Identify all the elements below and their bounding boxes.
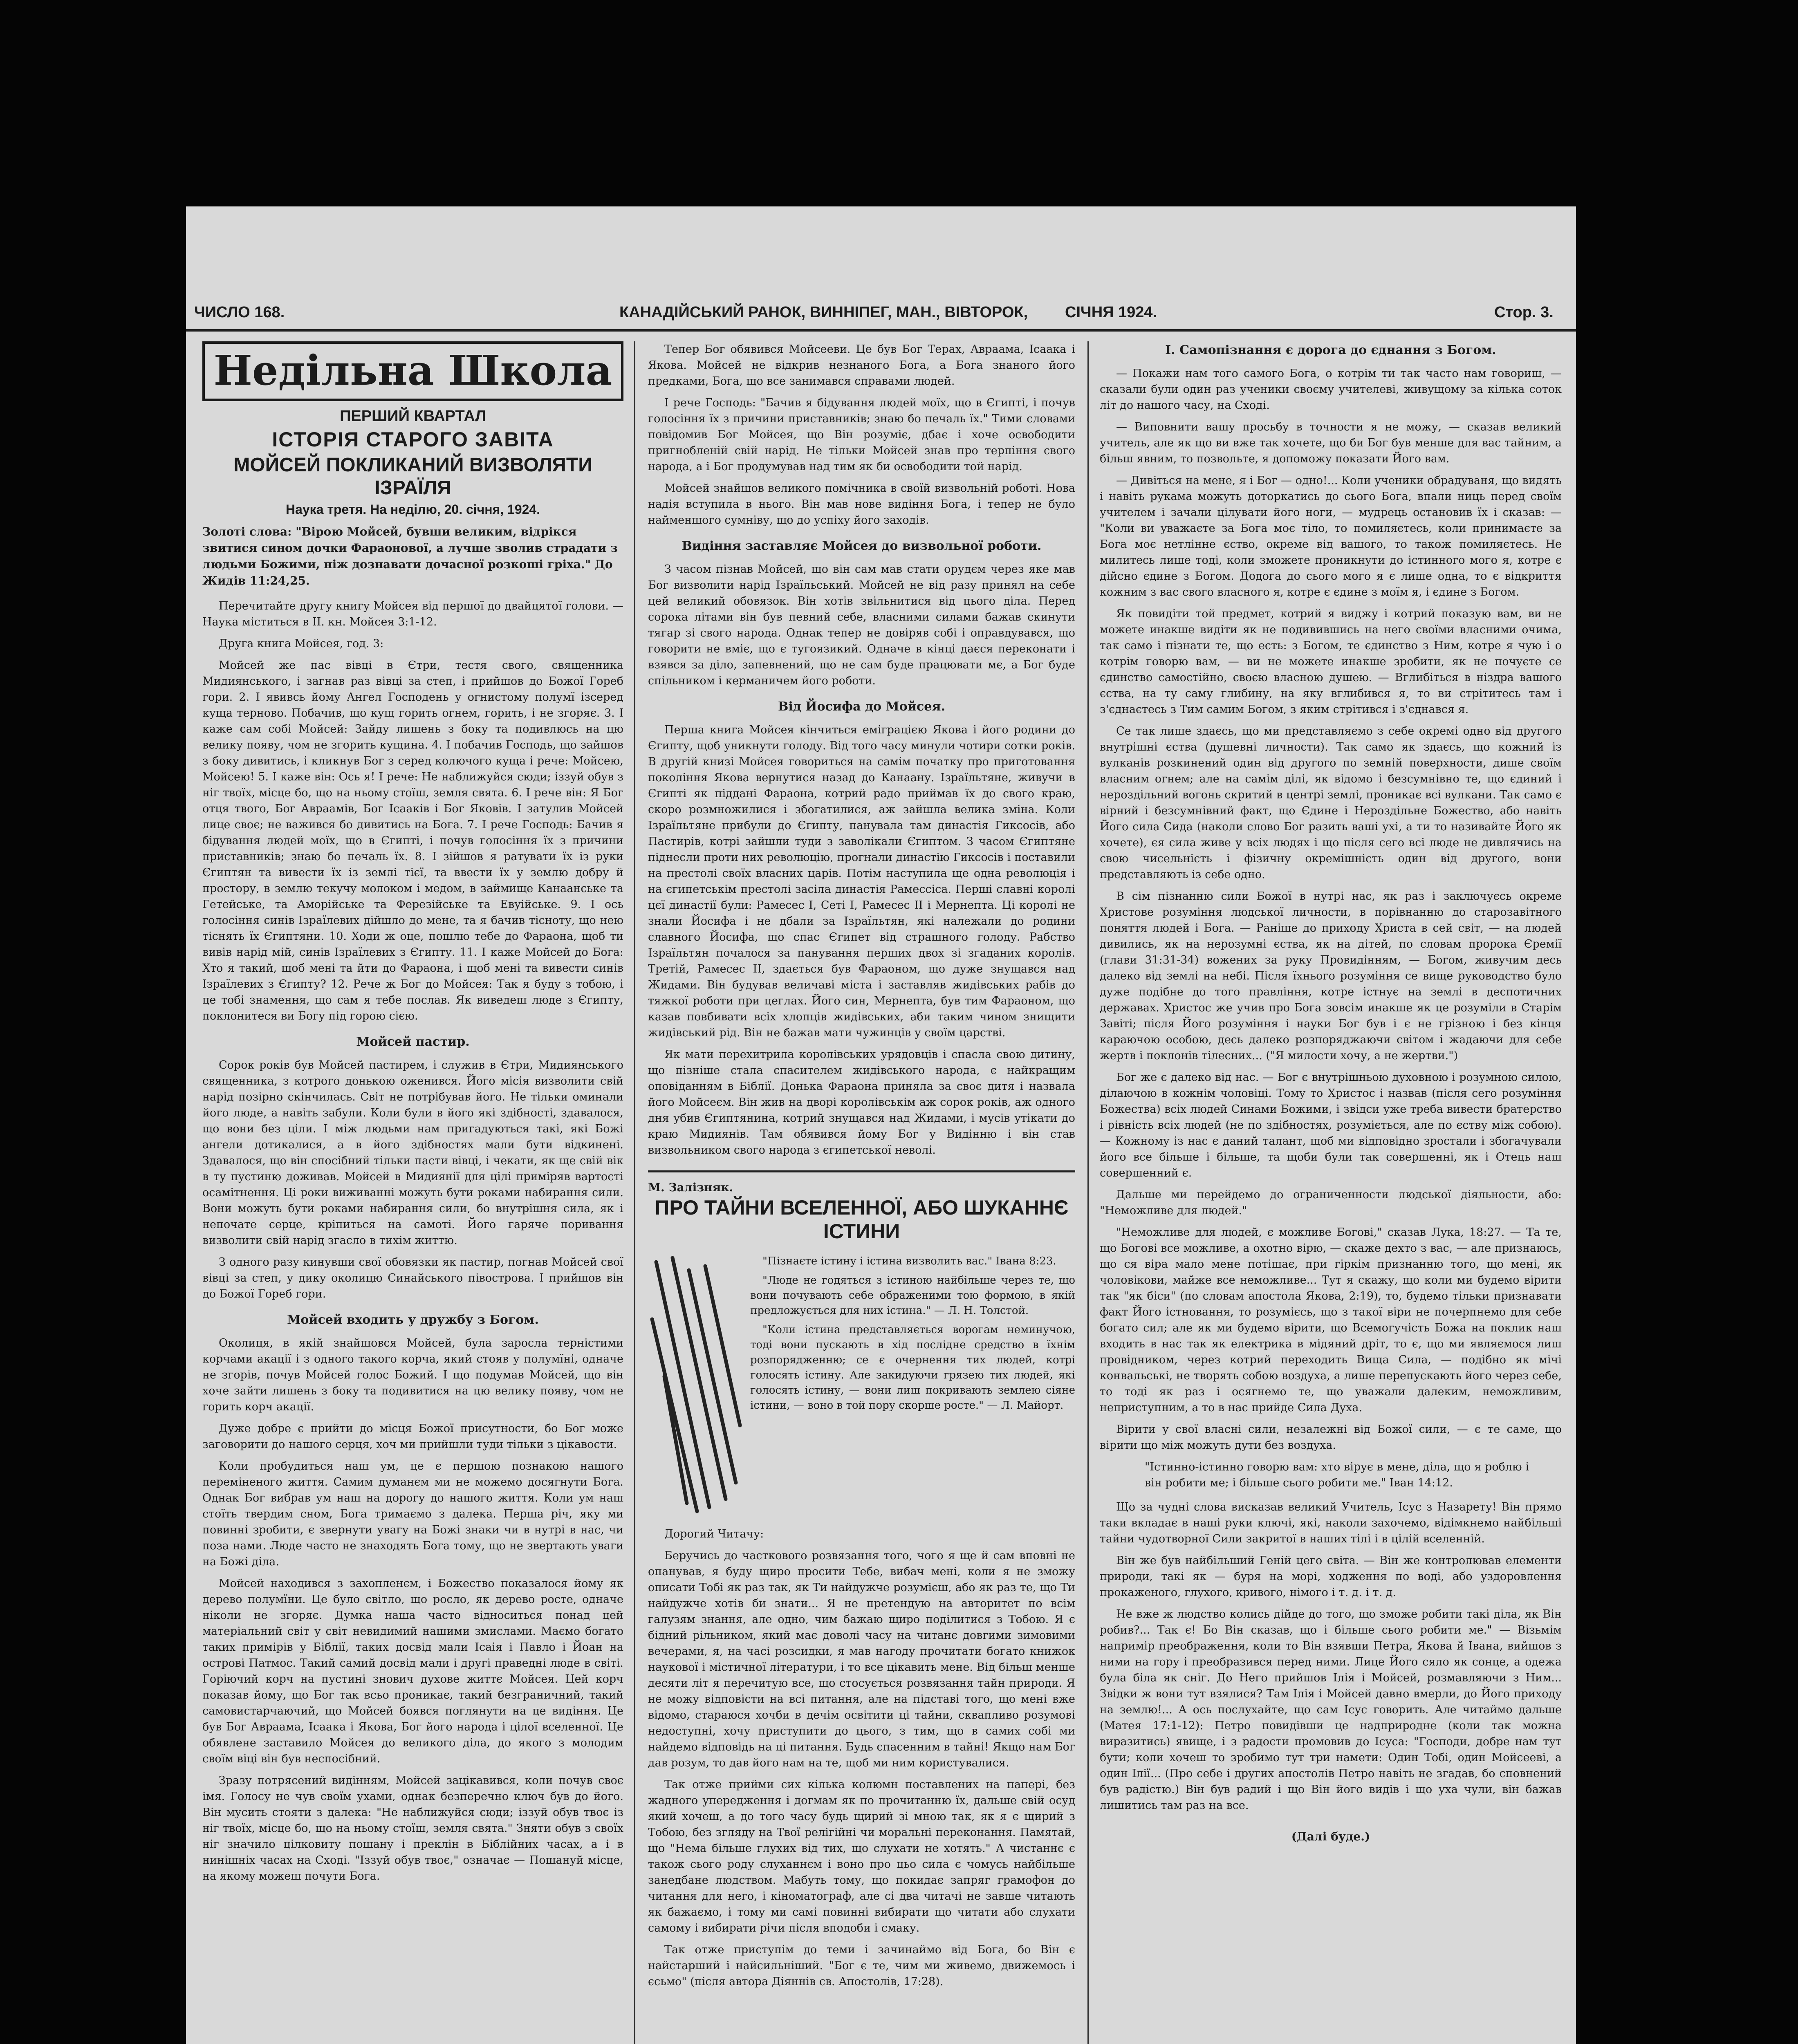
paragraph: Він же був найбільший Геній цего світа. — Він же контролював елементи природи, такі як — буря на морі, ходження по воді, або уздоровлення прокаженого, глухого, кривого, німого і т. д. і т. д.	[1100, 1554, 1562, 1599]
series-heading: ІСТОРІЯ СТАРОГО ЗАВІТА	[272, 428, 554, 451]
paragraph: Друга книга Мойсея, год. 3:	[219, 637, 384, 650]
paragraph: Околиця, в якій знайшовся Мойсей, була заросла терністими корчами акації і з одного такого корча, який стояв у полумїні, одначе не згорів, почув Мойсей голос Божий. І що подумав Мойсей, що він хоче зайти лишень з боку та подивитися на цю велику появу, чом не горить корч акації.	[202, 1337, 623, 1413]
paragraph: З одного разу кинувши свої обовязки як пастир, погнав Мойсей свої вівці за степ, у дику околицю Синайського півострова. І прийшов він до Божої Гореб гори.	[202, 1256, 623, 1300]
issue-number: ЧИСЛО 168.	[194, 304, 285, 321]
epigraph: "Люде не годяться з істиною найбільше через те, що вони почувають себе ображеними тою формою, в якій предложується для них істина." — Л. Н. Толстой.	[750, 1274, 1075, 1317]
paragraph: Зразу потрясений видінням, Мойсей зацікавився, коли почув своє імя. Голосу не чув своїм ухами, однак безперечно ключ був до його. Він мусить стояти з далека: "Не наближуйся сюди; іззуй обув твоє із ніг твоїх, місце бо, що на ньому стоїш, земля свята." Зняти обув з своїх ніг значило цілковиту пошану і преклін в Біблійних часах, а і в нинішніх часах на Сході. "Іззуй обув твоє," означає — Пошануй місце, на якому можеш почути Бога.	[202, 1774, 623, 1883]
paragraph: І рече Господь: "Бачив я бідування людей моїх, що в Єгипті, і почув голосіння їх з причини приставників; знаю бо печаль їх." Тими словами повідомив Бог Мойсея, що Він розуміє, дбає і хоче освободити пригнобленій свій нарід. Не тільки Мойсей знав про терпіння свого народа, а і Бог продумував над тим як би освободити той нарід.	[648, 397, 1075, 473]
epigraph: "Коли істина представляється ворогам неминучою, тоді вони пускають в хід послідне средство в їхнім розпорядженню; се є очернення тих людей, котрі голосять істину. Але закидуючи грязею тих людей, які голосять істину, — вони лиш покривають землею сіяне істини, — воно в той пору скорше росте." — Л. Майорт.	[750, 1324, 1075, 1412]
paragraph: Перша книга Мойсея кінчиться еміграцією Якова і його родини до Єгипту, щоб уникнути голоду. Від того часу минули чотири сотки років. В другій книзі Мойсея говориться на самім початку про приготовання покоління Якова вернутися назад до Канаану. Ізраїльтяне, живучи в Єгипті як піддані Фараона, котрий радо приймав їх до свого краю, скоро розмножилися і збогатилися, аж зайшла велика зміна. Коли Ізраїльтяне прибули до Єгипту, панувала там династія Гиксосів, або Пастирів, котрі зайшли туди з заволікали Єгиптом. З часом Єгиптяне піднесли проти них революцію, прогнали династію Гиксосів і поставили на престолі своїх власних царів. Потім наступила ще одна революція і на єгипетськім престолі засіла династія Рамессіса. Перші славні королі цєї династії були: Рамесес I, Сеті I, Рамесес II і Мернепта. Ці королі не знали Йосифа і не дбали за Ізраїльтян, які належали до родини славного Йосифа, що спас Єгипет від страшного голоду. Рабство Ізраїльтян почалося за панування перших двох зі згаданих королів. Третій, Рамесес II, здається був Фараоном, що дуже знущався над Жидами. Він будував величаві міста і заставляв жидівських рабів до тяжкої роботи при цеглах. Його син, Мернепта, був тим Фараоном, що казав повбивати всіх хлопців жидівських, аби таким чином знищити жидівський рід. Він не бажав мати чужинців у своїм царстві.	[648, 724, 1075, 1039]
paragraph: Бог же є далеко від нас. — Бог є внутрішньою духовною і розумною силою, ділаючою в кожнім чоловіці. Тому то Христос і назвав (після сего розуміння Божества) всіх людей Синами Божими, і звідси уже треба вивести братерство і рівність всіх людей (не по здібностях, розуміється, але по єству між собою). — Кожному із нас є даний талант, щоб ми відповідно зростали і збогачували його все більше і більше, та щоби були так совершенні, як і Отець наш совершенний є.	[1100, 1071, 1562, 1179]
paragraph: В сім пізнанню сили Божої в нутрі нас, як раз і заключуєсь окреме Христове розуміння людської личности, в порівнанню до старозавітного поняття людей і Бога. — Раніше до приходу Христа в сей світ, — на людей дивились, як на нерозумні єства, як на дітей, по словам пророка Єремії (глави 31:31-34) вожених за руку Провидінням, — Богом, живучим десь далеко від землі на небі. Після їхнього розуміння се вище руководство було дуже подібне до того правління, котре істнує на землі в деспотичних державах. Христос же учив про Бога зовсім инакше як це розуміли в Старім Завіті; після Його розуміння і науки Бог був і є не грізною і без кінця караючою особою, десь далеко розпоряджаючи світом і жадаючи для себе жертв і поклонів тілесних... ("Я милости хочу, а не жертви.")	[1100, 890, 1562, 1062]
column-rule	[634, 341, 635, 2044]
paragraph: — Дивіться на мене, я і Бог — одно!... Коли ученики обрадуваня, що видять і навіть рукама можуть доторкатись до сього Бога, впали ниць перед своїм учителем і зачали цілувати його ноги, — мудрець остановив їх і сказав: — "Коли ви уважаєте за Бога моє тіло, то помиляєтесь, коли принимаєте за Бога моє нетлінне єство, окреме від вашого, то також помиляєтесь. Не милитесь лише тоді, коли зможете проникнути до істинного мого я, котре є дійсно єдине з Богом. Додога до сього мого я є лише одна, то є відкриття кожним з вас свого власного я, котре є єдине з моїм я, і єдине з Богом.	[1100, 474, 1562, 598]
paragraph: Се так лише здаєсь, що ми представляємо з себе окремі одно від другого внутрішні єства (душевні личности). Так само як здаєсь, що кожний із вулканів розкинений один від другого по земній поверхности, дише своїм власним огнем; але на самім ділі, як відомо і безсумнівно те, що єдиний і нероздільний вогонь скритий в центрі землі, проникає всі вулкани. Так само є вірний і безсумнівний факт, що Єдине і Нероздільне Божество, або навіть Його сила Сида (наколи слово Бог разить ваші ухі, а ти то називайте Його як хочете), єя сила живе у всіх людях і що після сего всі люде не дивлячись на свою чисельність і фізичну окремішність один від другого, вони представляють із себе одно.	[1100, 725, 1562, 881]
paragraph: — Покажи нам того самого Бога, о котрім ти так часто нам говориш, — сказали були один раз ученики своєму учителеві, живущому за кілька соток літ до нашого часу, на Сході.	[1100, 367, 1562, 412]
masthead	[186, 296, 1576, 332]
to-be-continued: (Далі буде.)	[1291, 1830, 1370, 1843]
scripture-quote	[1145, 1459, 1529, 1491]
section-heading: I. Самопізнання є дорога до єднання з Богом.	[1165, 343, 1496, 357]
paragraph: Так отже приступім до теми і зачинаймо від Бога, бо Він є найстарший і найсильніший. "Бог є те, чим ми живемо, движемось і єсьмо" (після автора Діяннів св. Апостолів, 17:28).	[648, 1943, 1075, 1988]
epigraph-block	[648, 1254, 1075, 1515]
paragraph: Мойсей находився з захопленєм, і Божество показалося йому як дерево полумїни. Це було світло, що росло, як дерево росте, одначе ніколи не згоряє. Думка наша часто відноситься понад цей матеріальний світ у світ невидимий нашими змислами. Маємо богато таких примірів у Біблії, таких досвід мали Ісаія і Павло і Йоан на острові Патмос. Такий самий досвід мали і другі праведні люде в світі. Горіючий корч на пустині знович духове життє Мойсея. Цей корч показав йому, що Бог так всьо проникає, такий безграничний, такий самовистарчаючий, що Мойсей боявся поглянути на це видіння. Це був Бог Авраама, Ісаака і Якова, Бог його народа і цілої вселенної. Це обявлене заставило Мойсея до великого діла, до якого з молодим своїм віці він був неспосібний.	[202, 1577, 623, 1765]
paragraph: З часом пізнав Мойсей, що він сам мав стати орудєм через яке мав Бог визволити нарід Ізраїльський. Мойсей не від разу принял на себе цей великий обовязок. Він хотів звільнитися від цього діла. Перед сорока літами він був певний себе, власними силами бажав скинути тягар зі свого народа. Однак тепер не довіряв собі і оправдувався, що говорити не вміє, що є тугоязикий. Одначе в кінці даєся переконати і взявся за діло, запевнений, що не сам буде працювати мє, а Бог буде спільником і керманичем його роботи.	[648, 563, 1075, 687]
newspaper-name: КАНАДІЙСЬКИЙ РАНОК, ВИННІПЕГ, МАН., ВІВТОРОК,	[619, 304, 1028, 321]
salutation: Дорогий Читачу:	[664, 1528, 764, 1540]
sunday-school-title: Недільна Школа	[202, 341, 623, 401]
paragraph: Тепер Бог обявився Мойсееви. Це був Бог Терах, Авраама, Ісаака і Якова. Мойсей не відкрив незнаного Бога, а Бога знаного його предками, Бога, що все занимався справами людей.	[648, 343, 1075, 388]
quarter-heading: ПЕРШИЙ КВАРТАЛ	[340, 408, 486, 425]
section-heading: Від Йосифа до Мойсея.	[778, 699, 945, 714]
paragraph: Коли пробудиться наш ум, це є першою познакою нашого переміненого життя. Самим думанєм ми не можемо досягнути Бога. Однак Бог вибрав ум наш на дорогу до нашого життя. Коли ум наш стоїть твердим сном, Бога тримаємо з далека. Перша річ, яку ми повинні зробити, є звернути увагу на Божі знаки чи в нутрі в нас, чи поза нами. Люде часто не знаходять Бога тому, що не звертають уваги на Божі діла.	[202, 1460, 623, 1568]
paragraph: Як повидіти той предмет, котрий я виджу і котрий показую вам, ви не можете инакше видіти як не подивившись на него своїми власними очима, так само і пізнати те, що есть: з Богом, те єдинство з Ним, котре я чую і о котрім говорю вам, — ви не можете инакше зробити, як не почуєте се єдинство самостійно, своєю власною душею. — Вглибіться в ніздра вашого єства, на ту саму глибину, на яку вглибився я, то ви стрітитесь там і з'єднаєтесь з Тим самим Богом, з яким стрітився і з'єднався я.	[1100, 607, 1562, 716]
quote-text: "Істинно-істинно говорю вам: хто вірує в мене, діла, що я роблю і він робити ме; і більше сього робити ме." Іван 14:12.	[1145, 1461, 1529, 1489]
column-rule	[1087, 341, 1089, 2044]
paragraph: Як мати перехитрила королівських урядовців і спасла свою дитину, що пізніше стала спасителем жидівського народа, є найкращим оповіданням в Біблії. Донька Фараона приняла за своє дитя і назвала його Мойсеєм. Він жив на дворі королівськім аж сорок років, аж одного дня убив Єгиптянина, котрий знущався над Жидами, і мусів утікати до краю Мидиянів. Там обявився йому Бог у Видінню і він став визвольником свого народа з єгипетської неволі.	[648, 1048, 1075, 1156]
column-1	[202, 341, 623, 2044]
lesson-date: Наука третя. На неділю, 20. січня, 1924.	[285, 502, 540, 517]
decorative-engraving	[648, 1254, 742, 1515]
article-author: М. Залізняк.	[648, 1181, 733, 1194]
paragraph: Дальше ми перейдемо до ограниченности людської діяльности, або: "Неможливе для людей."	[1100, 1188, 1562, 1217]
lesson-heading: МОЙСЕЙ ПОКЛИКАНИЙ ВИЗВОЛЯТИ ІЗРАЇЛЯ	[233, 454, 592, 499]
article-divider	[648, 1170, 1075, 1172]
paragraph: Беручись до часткового розвязання того, чого я ще й сам вповні не опанував, я буду щиро просити Тебе, вибач мені, коли я не зможу описати Тобі як раз так, як Ти найдужче розумієш, або як раз те, що Ти найдужче хотів би знати... Я не претендую на авторитет по всім галузям знання, але одно, чим бажаю щиро поділитися з Тобою. Я є бідний рільником, який має доволі часу на читанє довгими зимовими вечерами, я, на часі розсидки, я мав нагоду прочитати богато книжок наукової і містичної літератури, і то все цікавить мене. Від більш менше десяти літ я перечитую все, що стосується розвязання тайн природи. Я не можу відповісти на всі питання, але на підставі того, що мені вже відомо, стараюся хочби в дечім освітити ці тайни, сквапливо розумові недоступні, хочу приступити до цього, з тим, що в самих собі ми найдемо відповідь на ці питання. Будь спасенним в тайні! Якщо нам Бог дав розум, то дав його нам на те, щоб ми ним користувалися.	[648, 1549, 1075, 1769]
paragraph: — Виповнити вашу просьбу в точности я не можу, — сказав великий учитель, але як що ви вже так хочете, що би Бог був менше для вас тайним, а більш явним, то позвольте, я допоможу показати Його вам.	[1100, 421, 1562, 465]
paragraph: Вірити у свої власні сили, незалежні від Божої сили, — є те саме, що вірити що між можуть дути без воздуха.	[1100, 1423, 1562, 1452]
newspaper-page	[186, 206, 1576, 2044]
column-3	[1100, 341, 1562, 2044]
paragraph: Перечитайте другу книгу Мойсея від першої до двайцятої голови. — Наука міститься в II. кн. Мойсея 3:1-12.	[202, 600, 623, 628]
scripture-passage: Мойсей же пас вівці в Єтри, тестя свого, священника Мидиянського, і загнав раз вівці за степ, і прийшов до Божої Гореб гори. 2. І явивсь йому Ангел Господень у огнистому полумї ізсеред куща терново. Побачив, що кущ горить огнем, горить, і не згоряє. 3. І каже сам собі Мойсей: Зайду лишень з боку та подивлюсь на цю велику появу, чом не згорить кущина. 4. І побачив Господь, що зайшов з боку дивитись, і кликнув Бог з серед колючого куща і рече: Мойсею, Мойсею! 5. І каже він: Ось я! І рече: Не наближуйся сюди; іззуй обув з ніг твоїх, місце бо, що на ньому стоїш, земля свята. 6. І рече він: Я Бог отця твого, Бог Авраамів, Бог Ісааків і Бог Яковів. І затулив Мойсей лице своє; не важився бо дивитись на Бога. 7. І рече Господь: Бачив я бідування людей моїх, що в Єгипті, і почув голосіння їх з причини приставників; знаю бо печаль їх. 8. І зійшов я ратувати їх із руки Єгиптян та вивести їх із землі тієї, та ввести їх у землю добру й простору, в землю текучу молоком і медом, в займище Канаанське та Гетейське, та Аморійське та Ферезійське та Евуійське. 9. І ось голосіння синів Ізраїлевих дійшло до мене, та я бачив тісноту, що нею тіснять їх Єгиптяни. 10. Ходи ж оце, пошлю тебе до Фараона, щоб ти вивів нарід мій, синів Ізраїлевих з Єгипту. 11. І каже Мойсей до Бога: Хто я такий, щоб мені та йти до Фараона, і щоб мені та вивести синів Ізраїлевих з Єгипту? 12. Рече ж Бог до Мойсея: Так я буду з тобою, і це тобі знамення, що сам я тебе послав. Як виведеш люде з Єгипту, поклонитеся ви Богу під горою сією.	[202, 659, 623, 1022]
section-heading: Мойсей пастир.	[356, 1035, 470, 1049]
paragraph: Так отже прийми сих кілька колюмн поставлених на папері, без жадного упередження і догмам як по прочитанню їх, дальше свій осуд який хочеш, а до того часу будь щирий зі мною так, як я є щирий з Тобою, без згляду на Твої релігійні чи моральні переконання. Памятай, що "Нема більше глухих від тих, що слухати не хотять." А чистаннє є також сього роду слуханнєм і воно про цьо сила є чомусь найбільше занедбане людством. Мабуть тому, що покидає запряг грамофон до читання для него, і кіноматограф, але сі два читачі не завше читають як бажаємо, і тому ми самі повинні вибирати що читати або слухати самому і вибирати річи після вподоби і смаку.	[648, 1778, 1075, 1934]
paragraph: Дуже добре є прийти до місця Божої присутности, бо Бог може заговорити до нашого серця, хоч ми прийшли туди тільки з цікавости.	[202, 1422, 623, 1451]
paragraph: Сорок років був Мойсей пастирем, і служив в Єтри, Мидиянського священника, з котрого донькою оженився. Його місія визволити свій нарід позірно скінчилась. Світ не потрібував його. Не тільки оминали його люде, а навіть забули. Коли були в його які здібності, здавалося, що вони без ціли. І між людьми нам пригадуються такі, які Божі ангели дотикалися, а в його здібностях мали бути відкинені. Здавалося, що він спосібний тільки пасти вівці, і чекати, як ще свій вік в ту пустиню доживав. Мойсей в Мидиянії для цілі приміряв вартості осамітнення. Ці роки виживанні можуть бути роками набирання сили. Вони можуть бути роками набирання сили, бо внутрішня сила, як і непочате серце, кріпиться на самоті. Його гаряче поривання визволити свій нарід згасло в тихім життю.	[202, 1059, 623, 1247]
paragraph: Мойсей знайшов великого помічника в своїй визвольній роботі. Нова надія вступила в нього. Він мав нове видіння Бога, і тепер не було найменшого сумніву, що до успіху його заходів.	[648, 482, 1075, 527]
paragraph: "Неможливе для людей, є можливе Богові," сказав Лука, 18:27. — Та те, що Богові все можливе, а охотно вірю, — скаже дехто з вас, — але признаюсь, що ся віра мало мене потішає, при гіркім признанню того, що мені, як чоловікови, майже все неможливе... Тут я скажу, що коли ми будемо вірити так "як біси" (по словам апостола Якова, 2:19), то, будемо тільки признавати факт Його істновання, то розумієсь, що з такої віри не почерпнемо для себе богато сил; але як ми будемо вірити, що Всемогучість Божа на поклик наш входить в нас так як електрика в мідяний дріт, то є, що ми являємося лиш провідником, через котрий переходить Вища Сила, — подібно як мічі конвальські, не творять собою воздуха, а лише перепускають його через себе, то тоді як раз і осягнемо те, що уважали далеким, неможливим, неприступним, а то в нас прийде Сила Духа.	[1100, 1226, 1562, 1414]
golden-text: Золоті слова: "Вірою Мойсей, бувши великим, відрікся звитися сином дочки Фараонової, а лучше зволив страдати з людьми Божими, ніж дознавати дочасної розкоші гріха." До Жидів 11:24,25.	[202, 525, 618, 587]
column-2	[648, 341, 1075, 2044]
page-number: Стор. 3.	[1494, 304, 1554, 321]
article-title: ПРО ТАЙНИ ВСЕЛЕННОЇ, АБО ШУКАННЄ ІСТИНИ	[655, 1196, 1069, 1243]
section-heading: Мойсей входить у дружбу з Богом.	[287, 1313, 539, 1327]
epigraph: "Пізнаєте істину і істина визволить вас." Івана 8:23.	[762, 1255, 1056, 1267]
section-heading: Видіння заставляє Мойсея до визвольної роботи.	[682, 539, 1042, 553]
issue-date: СІЧНЯ 1924.	[1065, 304, 1157, 321]
paragraph: Не вже ж людство колись дійде до того, що зможе робити такі діла, як Він робив?... Так є! Бо Він сказав, що і більше сього робити ме." — Візьмім напримір преображення, коли то Він взявши Петра, Якова й Івана, вийшов з ними на гору і преобразився перед ними. Лице Його сяло як сонце, а одежа була біла як сніг. До Него прийшов Ілія і Мойсей, розмавляючи з Ним... Звідки ж вони тут взялися? Там Ілія і Мойсей давно вмерли, до Його приходу на землю!... А ось послухайте, що сам Ісус говорить. Але читаймо дальше (Матея 17:1-12): Петро повидівши це надприродне (коли так можна виразитись) явище, і з радости промовив до Ісуса: "Господи, добре нам тут бути; коли хочеш то зробимо тут три намети: Один Тобі, один Мойсееві, а один Ілії... (Про себе і других апостолів Петро навіть не згадав, бо сповнений був радістю.) Він був радий і що Він його видів і що уха чули, він бажав лишитись там раз на все.	[1100, 1608, 1562, 1812]
paragraph: Що за чудні слова висказав великий Учитель, Ісус з Назарету! Він прямо таки вкладає в наші руки ключі, які, наколи захочемо, відімкнемо найбільші тайни чудотворної Сили закритої в наших тілі і в цілій вселенній.	[1100, 1501, 1562, 1545]
